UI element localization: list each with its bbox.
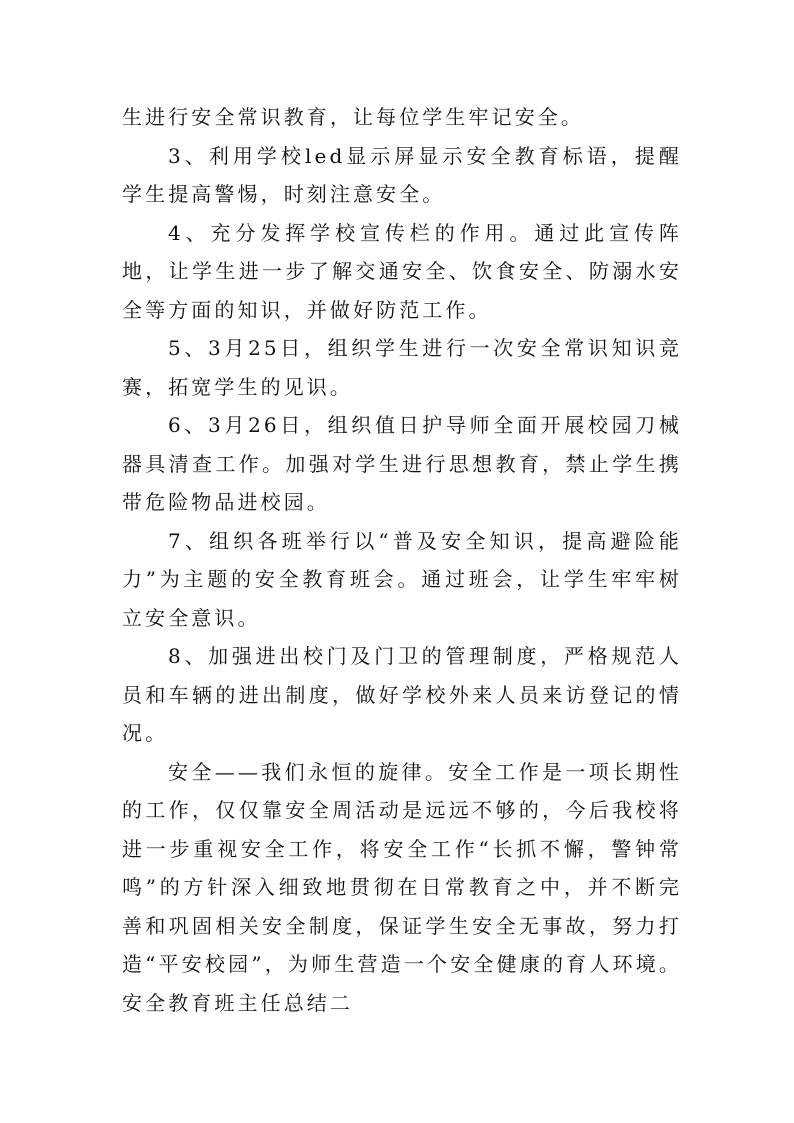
paragraph-continuation: 生进行安全常识教育，让每位学生牢记安全。 — [122, 105, 584, 129]
paragraph-item-3: 3、利用学校led显示屏显示安全教育标语，提醒学生提高警惕，时刻注意安全。 — [122, 143, 682, 206]
paragraph-item-7: 7、组织各班举行以“普及安全知识，提高避险能力”为主题的安全教育班会。通过班会，让学生牢牢树立安全意识。 — [122, 528, 682, 630]
document-body — [122, 98, 682, 1022]
paragraph-item-6: 6、3月26日，组织值日护导师全面开展校园刀械器具清查工作。加强对学生进行思想教育，禁止学生携带危险物品进校园。 — [122, 413, 682, 514]
paragraph-item-5: 5、3月25日，组织学生进行一次安全常识知识竞赛，拓宽学生的见识。 — [122, 336, 682, 399]
paragraph-item-4: 4、充分发挥学校宣传栏的作用。通过此宣传阵地，让学生进一步了解交通安全、饮食安全、防溺水安全等方面的知识，并做好防范工作。 — [122, 220, 682, 322]
paragraph-conclusion: 安全——我们永恒的旋律。安全工作是一项长期性的工作，仅仅靠安全周活动是远远不够的，今后我校将进一步重视安全工作，将安全工作“长抓不懈，警钟常鸣”的方针深入细致地贯彻在日常教育之中，并不断完善和巩固相关安全制度，保证学生安全无事故，努力打造“平安校园”，为师生营造一个安全健康的育人环境。安全教育班主任总结二 — [122, 759, 682, 1015]
paragraph-item-8: 8、加强进出校门及门卫的管理制度，严格规范人员和车辆的进出制度，做好学校外来人员来访登记的情况。 — [122, 644, 682, 745]
